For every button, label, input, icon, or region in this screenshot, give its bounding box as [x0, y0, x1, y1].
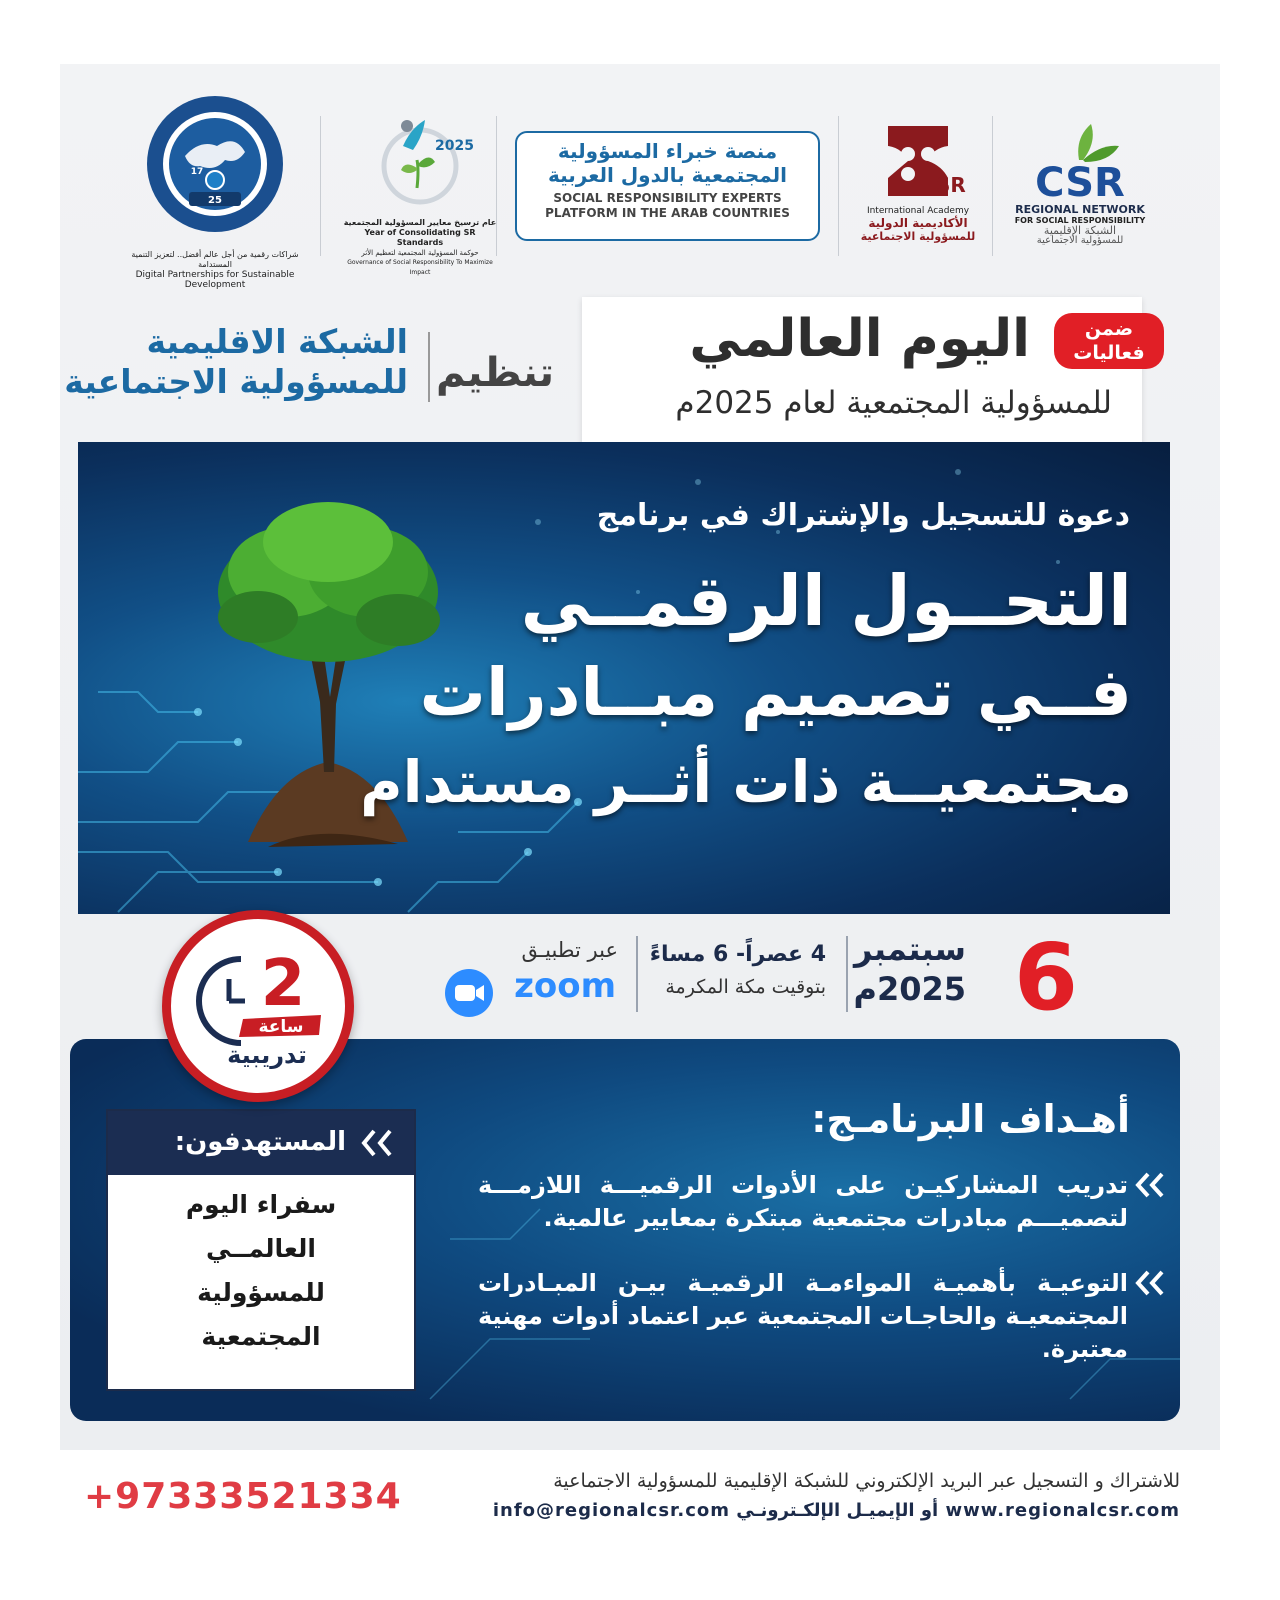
training-type: تدريبية	[227, 1041, 307, 1069]
intl-day-subtitle: للمسؤولية المجتمعية لعام 2025م	[675, 385, 1112, 421]
program-title-line3: مجتمعيــة ذات أثــر مستدام	[360, 748, 1132, 816]
intl-day-caption-en: Digital Partnerships for Sustainable Development	[135, 270, 295, 290]
audience-header	[108, 1111, 414, 1175]
academy-ar2: للمسؤولية الاجتماعية	[860, 230, 976, 243]
events-badge	[1054, 313, 1164, 369]
training-hours-label: ساعة	[258, 1017, 304, 1037]
network-logo	[1000, 114, 1160, 246]
clock-icon	[171, 919, 345, 1093]
intl-day-title-box	[582, 297, 1145, 449]
academy-en: International Academy	[866, 206, 970, 216]
standards-caption-ar: عام ترسيخ معايير المسؤولية المجتمعية	[343, 218, 497, 227]
flyer	[60, 64, 1220, 1450]
academy-mark: SR	[936, 173, 966, 197]
double-chevron-icon	[360, 1129, 394, 1157]
organizer-divider	[428, 332, 430, 402]
platform-line2-en: PLATFORM IN THE ARAB COUNTRIES	[545, 206, 790, 220]
schedule-divider	[846, 936, 848, 1012]
academy-ar1: الأكاديمية الدولية	[868, 216, 968, 230]
intl-day-logo	[120, 94, 310, 290]
double-chevron-icon	[1134, 1270, 1166, 1296]
logo-strip	[60, 64, 1220, 290]
training-hours-badge	[162, 910, 354, 1102]
program-title-line1: التحــول الرقمــي	[520, 560, 1132, 642]
objective-text: التوعيـة بأهميـة المواءمـة الرقميـة بيـن المبـادرات المجتمعيـة والحاجـات المجتمعية عبر اعتماد أدوات مهنية معتبرة.	[478, 1269, 1128, 1363]
session-timezone: بتوقيت مكة المكرمة	[665, 976, 826, 998]
organizer-line2: للمسؤولية الاجتماعية	[64, 362, 408, 401]
academy-logo	[848, 116, 988, 243]
program-title-line2: فــي تصميم مبــادرات	[419, 654, 1132, 731]
date-day: 6	[1013, 924, 1078, 1031]
logo-divider	[992, 116, 993, 256]
zoom-camera-icon	[444, 968, 494, 1018]
standards-year: 2025	[435, 138, 474, 154]
date-month: سبتمبر	[853, 930, 966, 968]
standards-logo	[340, 108, 500, 278]
objective-item	[478, 1169, 1128, 1235]
standards-caption-en: Year of Consolidating SR Standards	[364, 228, 476, 247]
audience-heading: المستهدفون:	[174, 1127, 346, 1157]
platform-line1-en: SOCIAL RESPONSIBILITY EXPERTS	[553, 191, 782, 205]
objective-text: تدريب المشاركيـن على الأدوات الرقميـــة اللازمـــة لتصميـــم مبادرات مجتمعية مبتكرة بمعايير عالمية.	[478, 1171, 1128, 1232]
session-time: 4 عصراً- 6 مساءً	[649, 942, 826, 967]
invite-text: دعوة للتسجيل والإشتراك في برنامج	[596, 498, 1130, 533]
schedule-divider	[636, 936, 638, 1012]
sr-academy-mark-icon	[868, 116, 968, 206]
audience-line: المجتمعية	[201, 1322, 321, 1351]
organizer-name	[64, 322, 408, 402]
platform-line1-ar: منصة خبراء المسؤولية	[557, 139, 778, 163]
standards-sub-en: Governance of Social Responsibility To Maximize Impact	[347, 259, 493, 276]
zoom-wordmark: zoom	[514, 966, 616, 1006]
intl-day-caption-ar: شراكات رقمية من أجل عالم أفضل.. لتعزيز التنمية المستدامة	[131, 250, 299, 269]
audience-line: سفراء اليوم	[185, 1190, 337, 1219]
objectives-heading: أهـداف البرنامـج:	[811, 1097, 1130, 1141]
intl-day-title: اليوم العالمي	[689, 309, 1030, 369]
globe-seal-icon	[145, 94, 285, 234]
platform-logo	[515, 131, 820, 241]
organizer-line1: الشبكة الاقليمية	[146, 322, 408, 361]
seal-date: 25	[208, 195, 222, 206]
csr-leaf-icon	[1005, 114, 1155, 204]
network-ar1: الشبكة الإقليمية	[1043, 224, 1117, 237]
audience-box	[106, 1109, 416, 1391]
seal-number: 17	[190, 167, 204, 177]
via-label: عبر تطبيـق	[521, 938, 618, 962]
footer-contact-links[interactable]: www.regionalcsr.com أو الإيميـل الإلكـترونـي info@regionalcsr.com	[492, 1500, 1180, 1521]
double-chevron-icon	[1134, 1172, 1166, 1198]
network-ar2: للمسؤولية الاجتماعية	[1036, 235, 1124, 246]
organizer-label: تنظيم	[436, 350, 555, 396]
phone-number[interactable]: +97333521334	[84, 1476, 402, 1517]
network-en2: FOR SOCIAL RESPONSIBILITY	[1014, 216, 1146, 225]
network-en1: REGIONAL NETWORK	[1015, 203, 1145, 216]
audience-list	[108, 1183, 414, 1359]
objective-item	[478, 1267, 1128, 1366]
audience-line: العالمــي	[206, 1234, 316, 1263]
date-year: 2025م	[853, 970, 966, 1008]
network-mark: CSR	[1035, 160, 1125, 204]
platform-line2-ar: المجتمعية بالدول العربية	[547, 163, 788, 187]
badge-line2: فعاليات	[1073, 342, 1145, 364]
badge-line1: ضمن	[1084, 318, 1134, 340]
logo-divider	[838, 116, 839, 256]
logo-divider	[320, 116, 321, 256]
standards-sub-ar: حوكمة المسؤولية المجتمعية لتعظيم الأثر	[361, 249, 479, 257]
training-hours: 2	[260, 947, 306, 1021]
hero-banner	[78, 442, 1170, 914]
footer-register-text: للاشتراك و التسجيل عبر البريد الإلكتروني للشبكة الإقليمية للمسؤولية الاجتماعية	[553, 1470, 1180, 1492]
audience-line: للمسؤولية	[197, 1278, 325, 1307]
logo-divider	[496, 116, 497, 256]
plant-hand-icon	[365, 108, 475, 218]
